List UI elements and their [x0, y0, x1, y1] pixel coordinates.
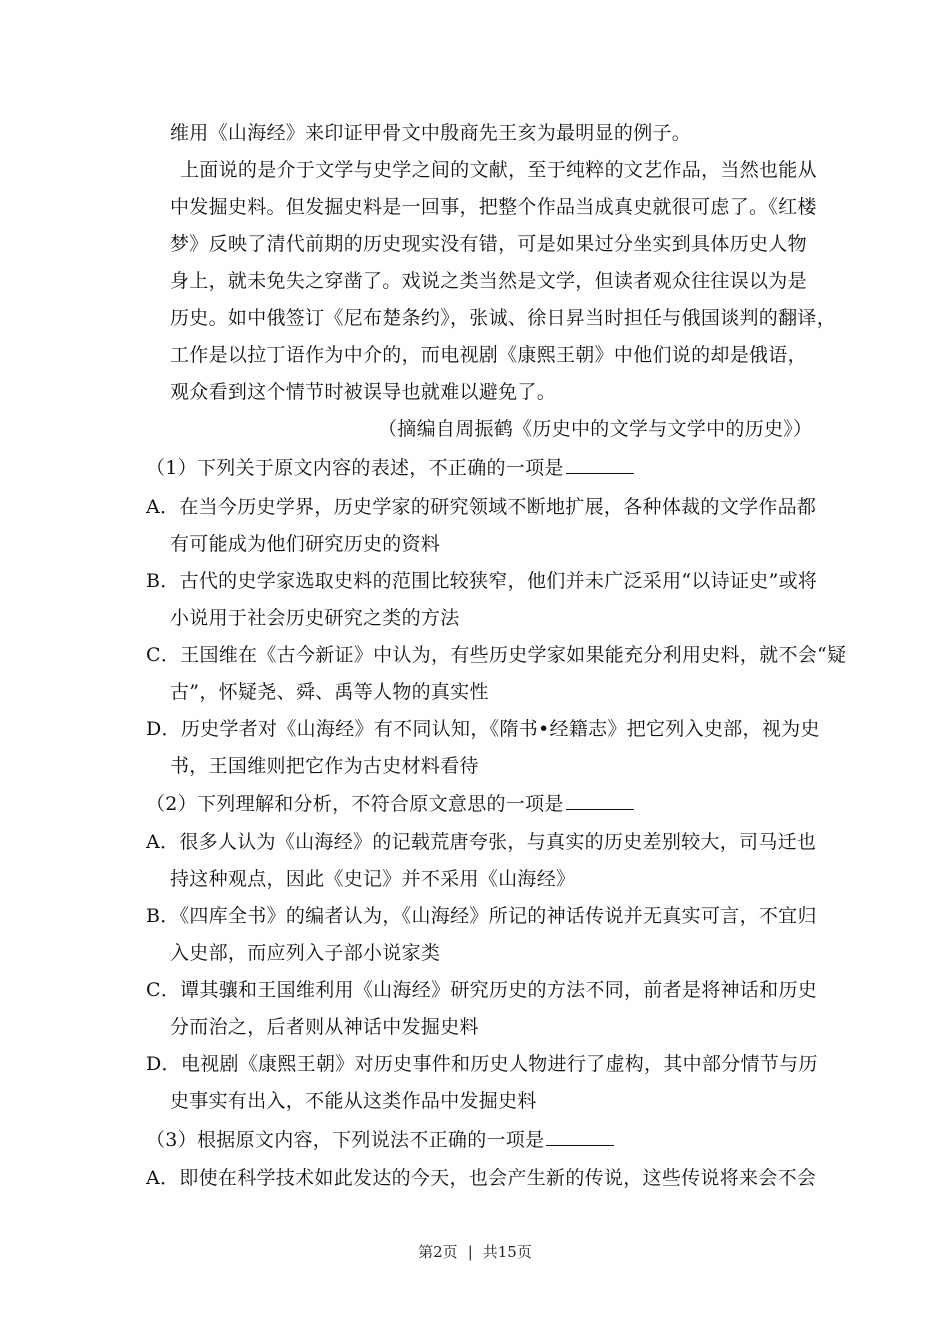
q3-option-a: A．即使在科学技术如此发达的今天，也会产生新的传说，这些传说将来会不会 — [146, 1167, 817, 1189]
passage-line: 工作是以拉丁语作为中介的，而电视剧《康熙王朝》中他们说的却是俄语， — [170, 344, 807, 366]
answer-blank — [566, 791, 634, 810]
q1-option-b: B．古代的史学家选取史料的范围比较狭窄，他们并未广泛采用“以诗证史”或将 — [146, 570, 818, 592]
page-footer — [0, 1242, 950, 1262]
question-1-stem: （1）下列关于原文内容的表述，不正确的一项是 — [146, 455, 634, 481]
q2-option-a-cont: 持这种观点，因此《史记》并不采用《山海经》 — [170, 868, 576, 890]
q2-option-b-cont: 入史部，而应列入子部小说家类 — [170, 942, 441, 964]
q1-option-a: A．在当今历史学界，历史学家的研究领域不断地扩展，各种体裁的文学作品都 — [146, 496, 817, 518]
page-number: 第2页 — [418, 1243, 458, 1261]
passage-line: 中发掘史料。但发掘史料是一回事，把整个作品当成真史就很可虑了。《红楼 — [170, 196, 817, 218]
answer-blank — [566, 455, 634, 474]
answer-blank — [546, 1127, 614, 1146]
passage-line: 维用《山海经》来印证甲骨文中殷商先王亥为最明显的例子。 — [170, 122, 692, 144]
passage-line: 上面说的是介于文学与史学之间的文献，至于纯粹的文艺作品，当然也能从 — [180, 159, 817, 181]
footer-separator: | — [467, 1243, 473, 1261]
q2-option-d-cont: 史事实有出入，不能从这类作品中发掘史料 — [170, 1090, 537, 1112]
q2-option-a: A．很多人认为《山海经》的记载荒唐夸张，与真实的历史差别较大，司马迁也 — [146, 831, 817, 853]
q2-option-b: B．《四库全书》的编者认为，《山海经》所记的神话传说并无真实可言，不宜归 — [146, 905, 817, 927]
q1-option-a-cont: 有可能成为他们研究历史的资料 — [170, 533, 441, 555]
q1-option-d-cont: 书，王国维则把它作为古史材料看待 — [170, 755, 479, 777]
passage-line: 梦》反映了清代前期的历史现实没有错，可是如果过分坐实到具体历史人物 — [170, 233, 807, 255]
passage-line: 身上，就未免失之穿凿了。戏说之类当然是文学，但读者观众往往误以为是 — [170, 270, 807, 292]
q2-option-d: D．电视剧《康熙王朝》对历史事件和历史人物进行了虚构，其中部分情节与历 — [146, 1053, 818, 1075]
q1-option-d: D．历史学者对《山海经》有不同认知，《隋书•经籍志》把它列入史部，视为史 — [146, 718, 820, 740]
q2-option-c: C．谭其骧和王国维利用《山海经》研究历史的方法不同，前者是将神话和历史 — [146, 979, 818, 1001]
passage-line: 历史。如中俄签订《尼布楚条约》，张诚、徐日昇当时担任与俄国谈判的翻译， — [170, 307, 837, 329]
q1-option-c: C．王国维在《古今新证》中认为，有些历史学家如果能充分利用史料，就不会“疑 — [146, 644, 847, 666]
q2-option-c-cont: 分而治之，后者则从神话中发掘史料 — [170, 1016, 479, 1038]
q1-option-b-cont: 小说用于社会历史研究之类的方法 — [170, 607, 460, 629]
page-total: 共15页 — [482, 1243, 532, 1261]
question-3-stem: （3）根据原文内容，下列说法不正确的一项是 — [146, 1127, 614, 1153]
q1-option-c-cont: 古”，怀疑尧、舜、禹等人物的真实性 — [170, 681, 489, 703]
passage-line: 观众看到这个情节时被误导也就难以避免了。 — [170, 381, 557, 403]
passage-source: （摘编自周振鹤《历史中的文学与文学中的历史》） — [378, 418, 813, 440]
question-2-stem: （2）下列理解和分析，不符合原文意思的一项是 — [146, 791, 634, 817]
